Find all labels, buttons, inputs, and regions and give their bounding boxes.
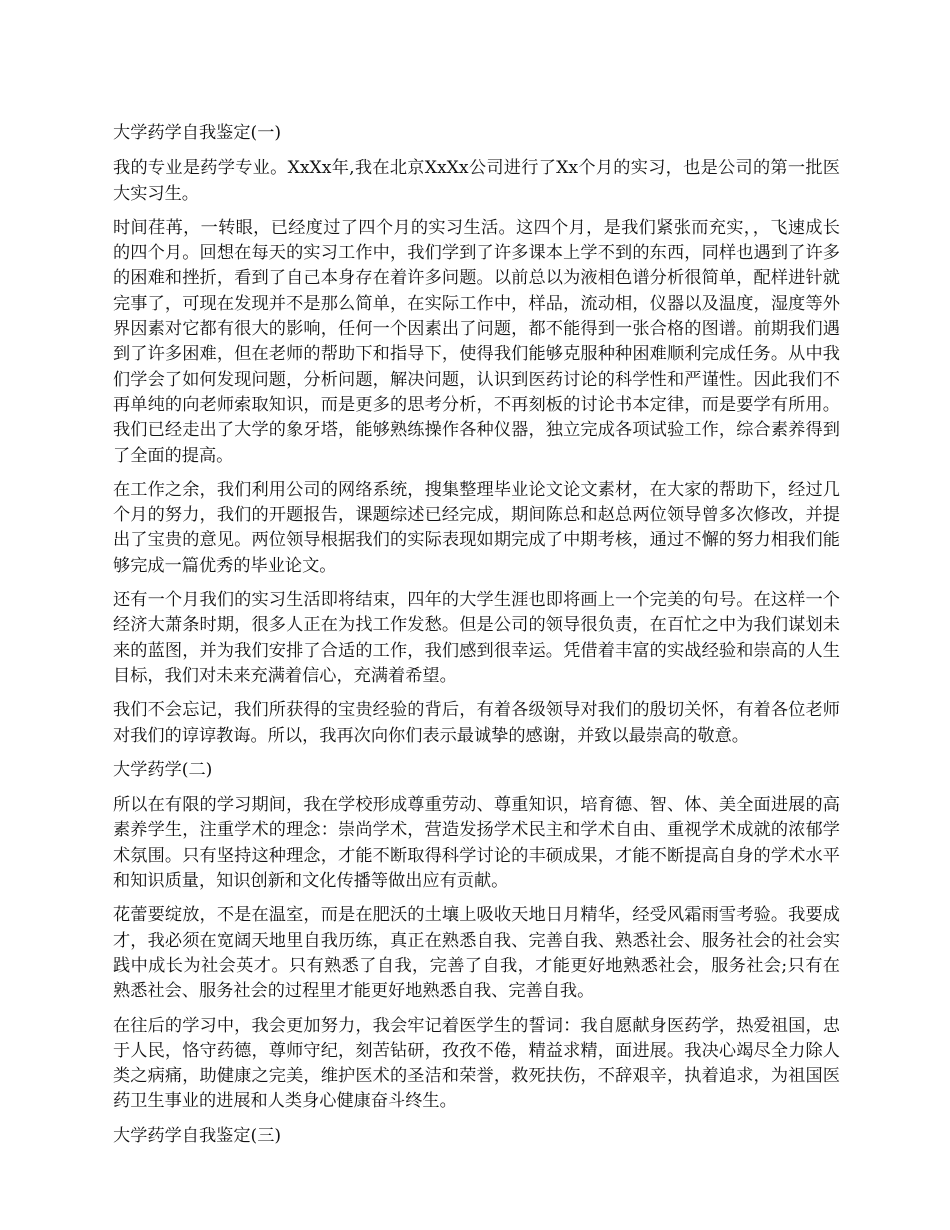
section-3-heading: 大学药学自我鉴定(三) xyxy=(113,1125,282,1146)
section-1-paragraph-5: 我们不会忘记，我们所获得的宝贵经验的背后，有着各级领导对我们的殷切关怀，有着各位老师对我们的谆谆教诲。所以，我再次向你们表示最诚挚的感谢，并致以最崇高的敬意。 xyxy=(113,700,840,746)
section-1-heading: 大学药学自我鉴定(一) xyxy=(113,123,282,143)
section-1-paragraph-2: 时间荏苒，一转眼，已经度过了四个月的实习生活。这四个月，是我们紧张而充实，，飞速成长的四个月。回想在每天的实习工作中，我们学到了许多课本上学不到的东西，同样也遇到了许多的困难和挫折，看到了自己本身存在着许多问题。以前总以为液相色谱分析很简单，配样进针就完事了，可现在发现并不是那么简单，在实际工作中，样品，流动相，仪器以及温度，湿度等外界因素对它都有很大的影响，任何一个因素出了问题，都不能得到一张合格的图谱。前期我们遇到了许多困难，但在老师的帮助下和指导下，使得我们能够克服种种困难顺利完成任务。从中我们学会了如何发现问题，分析问题，解决问题，认识到医药讨论的科学性和严谨性。因此我们不再单纯的向老师索取知识，而是更多的思考分析，不再刻板的讨论书本定律，而是要学有所用。我们已经走出了大学的象牙塔，能够熟练操作各种仪器，独立完成各项试验工作，综合素养得到了全面的提高。 xyxy=(113,217,840,466)
section-1-paragraph-4: 还有一个月我们的实习生活即将结束，四年的大学生涯也即将画上一个完美的句号。在这样一个经济大萧条时期，很多人正在为找工作发愁。但是公司的领导很负责，在百忙之中为我们谋划未来的蓝图，并为我们安排了合适的工作，我们感到很幸运。凭借着丰富的实战经验和崇高的人生目标，我们对未来充满着信心，充满着希望。 xyxy=(113,590,840,686)
section-2-paragraph-2: 花蕾要绽放，不是在温室，而是在肥沃的土壤上吸收天地日月精华，经受风霜雨雪考验。我要成才，我必须在宽阔天地里自我历练，真正在熟悉自我、完善自我、熟悉社会、服务社会的社会实践中成长为社会英才。只有熟悉了自我，完善了自我，才能更好地熟悉社会，服务社会;只有在熟悉社会、服务社会的过程里才能更好地熟悉自我、完善自我。 xyxy=(113,905,840,1002)
section-1-paragraph-1: 我的专业是药学专业。XxXx年,我在北京XxXx公司进行了Xx个月的实习，也是公司的第一批医大实习生。 xyxy=(113,158,840,204)
section-2-paragraph-1: 所以在有限的学习期间，我在学校形成尊重劳动、尊重知识，培育德、智、体、美全面进展的高素养学生，注重学术的理念：崇尚学术，营造发扬学术民主和学术自由、重视学术成就的浓郁学术氛围。只有坚持这种理念，才能不断取得科学讨论的丰硕成果，才能不断提高自身的学术水平和知识质量，知识创新和文化传播等做出应有贡献。 xyxy=(113,795,840,892)
section-1-paragraph-3: 在工作之余，我们利用公司的网络系统，搜集整理毕业论文论文素材，在大家的帮助下，经过几个月的努力，我们的开题报告，课题综述已经完成，期间陈总和赵总两位领导曾多次修改，并提出了宝贵的意见。两位领导根据我们的实际表现如期完成了中期考核，通过不懈的努力相我们能够完成一篇优秀的毕业论文。 xyxy=(113,479,840,576)
document-page xyxy=(113,121,840,1159)
section-2-heading: 大学药学(二) xyxy=(113,759,213,780)
section-2-paragraph-3: 在往后的学习中，我会更加努力，我会牢记着医学生的誓词：我自愿献身医药学，热爱祖国，忠于人民，恪守药德，尊师守纪，刻苦钻研，孜孜不倦，精益求精，面进展。我决心竭尽全力除人类之病痛，助健康之完美，维护医术的圣洁和荣誉，救死扶伤，不辞艰辛，执着追求，为祖国医药卫生事业的进展和人类身心健康奋斗终生。 xyxy=(113,1015,840,1112)
